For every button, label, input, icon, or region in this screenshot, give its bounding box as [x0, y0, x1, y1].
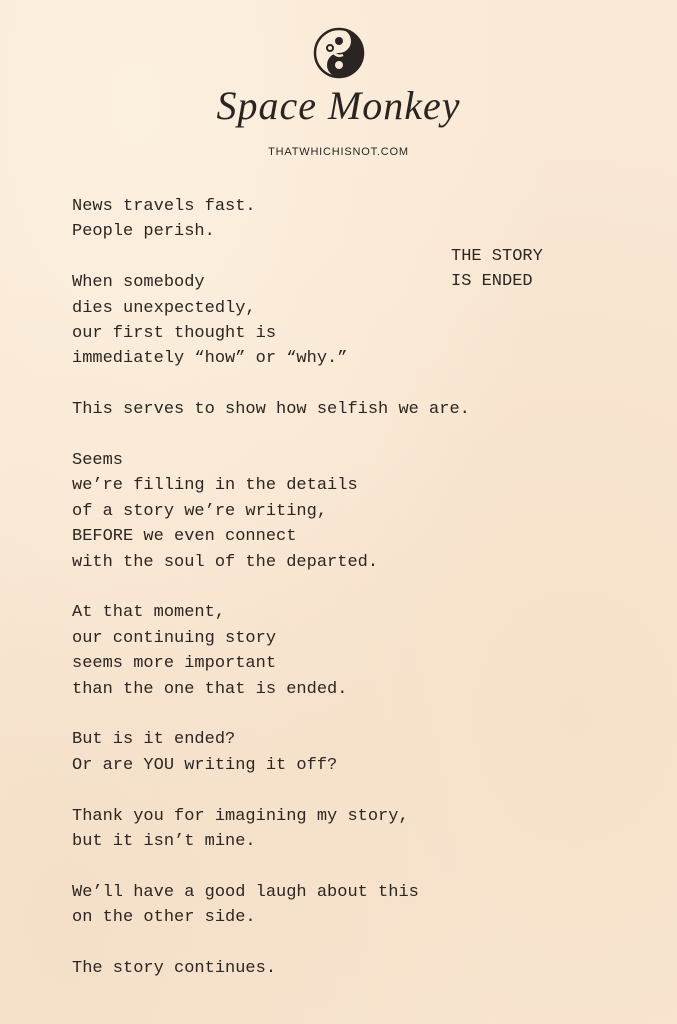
poem-line: News travels fast. — [72, 197, 256, 216]
poem-line: People perish. — [72, 222, 215, 242]
poem-line: seems more important — [72, 654, 277, 674]
poem-line: we’re filling in the details — [72, 476, 358, 496]
poem-line: with the soul of the departed. — [72, 552, 379, 572]
poem-line: on the other side. — [72, 908, 256, 928]
header — [0, 26, 677, 80]
poem-title-line: THE STORY — [451, 247, 543, 266]
poem-line: But is it ended? — [72, 730, 236, 750]
site-url: THATWHICHISNOT.COM — [268, 146, 409, 158]
poem-stanza — [72, 448, 512, 575]
poem-line: BEFORE we even connect — [72, 527, 297, 547]
poem-body — [72, 194, 512, 1007]
poem-line: This serves to show how selfish we are. — [72, 400, 470, 420]
poem-stanza — [72, 600, 512, 702]
poem-line: Thank you for imagining my story, — [72, 806, 409, 826]
poem-stanza — [72, 397, 512, 422]
space-monkey-yin-yang-icon — [312, 26, 366, 80]
poem-line: but it isn’t mine. — [72, 832, 256, 852]
brand-title: Space Monkey — [216, 83, 461, 128]
poem-stanza — [72, 956, 512, 981]
poem-stanza — [72, 270, 512, 372]
poem-line: We’ll have a good laugh about this — [72, 882, 419, 902]
poem-line: of a story we’re writing, — [72, 501, 328, 521]
poem-line: Seems — [72, 451, 124, 471]
poem-stanza — [72, 727, 512, 778]
poem-line: immediately “how” or “why.” — [72, 349, 348, 369]
poem-line: than the one that is ended. — [72, 679, 348, 699]
poem-line: our first thought is — [72, 324, 277, 344]
poem-title-line: IS ENDED — [451, 272, 533, 292]
poem-stanza — [72, 804, 512, 855]
poem-line: our continuing story — [72, 628, 277, 648]
poem-line: At that moment, — [72, 603, 226, 623]
poem-line: When somebody — [72, 273, 205, 293]
poem-stanza — [72, 194, 512, 245]
poem-line: The story continues. — [72, 959, 277, 979]
poem-stanza — [72, 880, 512, 931]
poem-line: Or are YOU writing it off? — [72, 755, 338, 775]
poem-line: dies unexpectedly, — [72, 298, 256, 318]
